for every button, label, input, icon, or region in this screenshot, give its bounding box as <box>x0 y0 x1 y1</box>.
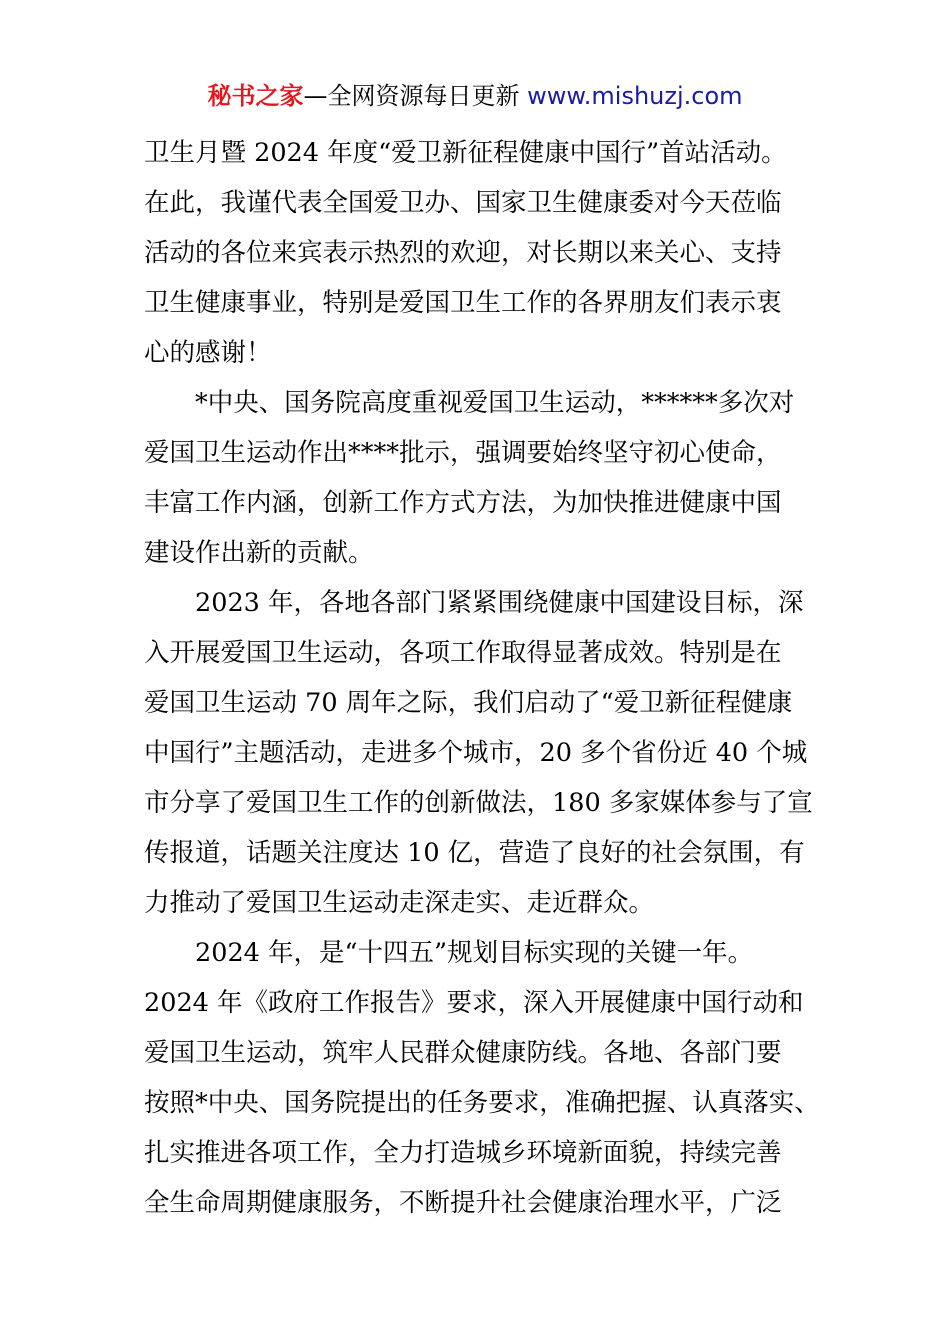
text-line: 爱国卫生运动，筑牢人民群众健康防线。各地、各部门要 <box>144 1038 782 1068</box>
text-line: 力推动了爱国卫生运动走深走实、走近群众。 <box>144 888 655 918</box>
text-line: 卫生月暨 2024 年度“爱卫新征程健康中国行”首站活动。 <box>144 138 787 168</box>
header-tagline: —全网资源每日更新 <box>303 82 528 110</box>
text-line: 卫生健康事业，特别是爱国卫生工作的各界朋友们表示衷 <box>144 288 782 318</box>
text-line: 扎实推进各项工作，全力打造城乡环境新面貌，持续完善 <box>144 1138 782 1168</box>
text-line: 2024 年《政府工作报告》要求，深入开展健康中国行动和 <box>144 988 804 1018</box>
text-line: 入开展爱国卫生运动，各项工作取得显著成效。特别是在 <box>144 638 782 668</box>
document-body <box>144 128 824 1228</box>
site-header <box>0 80 950 112</box>
text-line: 传报道，话题关注度达 10 亿，营造了良好的社会氛围，有 <box>144 838 805 868</box>
text-line: 按照*中央、国务院提出的任务要求，准确把握、认真落实、 <box>144 1088 820 1118</box>
brand-name: 秘书之家 <box>207 82 304 110</box>
text-line: 中国行”主题活动，走进多个城市，20 多个省份近 40 个城 <box>144 738 808 768</box>
text-line: 建设作出新的贡献。 <box>144 538 374 568</box>
text-line: 活动的各位来宾表示热烈的欢迎，对长期以来关心、支持 <box>144 238 782 268</box>
text-line: 2023 年，各地各部门紧紧围绕健康中国建设目标，深 <box>144 588 804 618</box>
text-line: 市分享了爱国卫生工作的创新做法，180 多家媒体参与了宣 <box>144 788 813 818</box>
text-line: 全生命周期健康服务，不断提升社会健康治理水平，广泛 <box>144 1188 782 1218</box>
text-line: 爱国卫生运动 70 周年之际，我们启动了“爱卫新征程健康 <box>144 688 793 718</box>
text-line: 丰富工作内涵，创新工作方式方法，为加快推进健康中国 <box>144 488 782 518</box>
text-line: 2024 年，是“十四五”规划目标实现的关键一年。 <box>144 938 754 968</box>
text-line: 心的感谢！ <box>144 338 272 368</box>
text-line: *中央、国务院高度重视爱国卫生运动，******多次对 <box>144 388 795 418</box>
text-line: 爱国卫生运动作出****批示，强调要始终坚守初心使命， <box>144 438 782 468</box>
site-url-link[interactable]: www.mishuzj.com <box>527 82 743 110</box>
text-line: 在此，我谨代表全国爱卫办、国家卫生健康委对今天莅临 <box>144 188 782 218</box>
